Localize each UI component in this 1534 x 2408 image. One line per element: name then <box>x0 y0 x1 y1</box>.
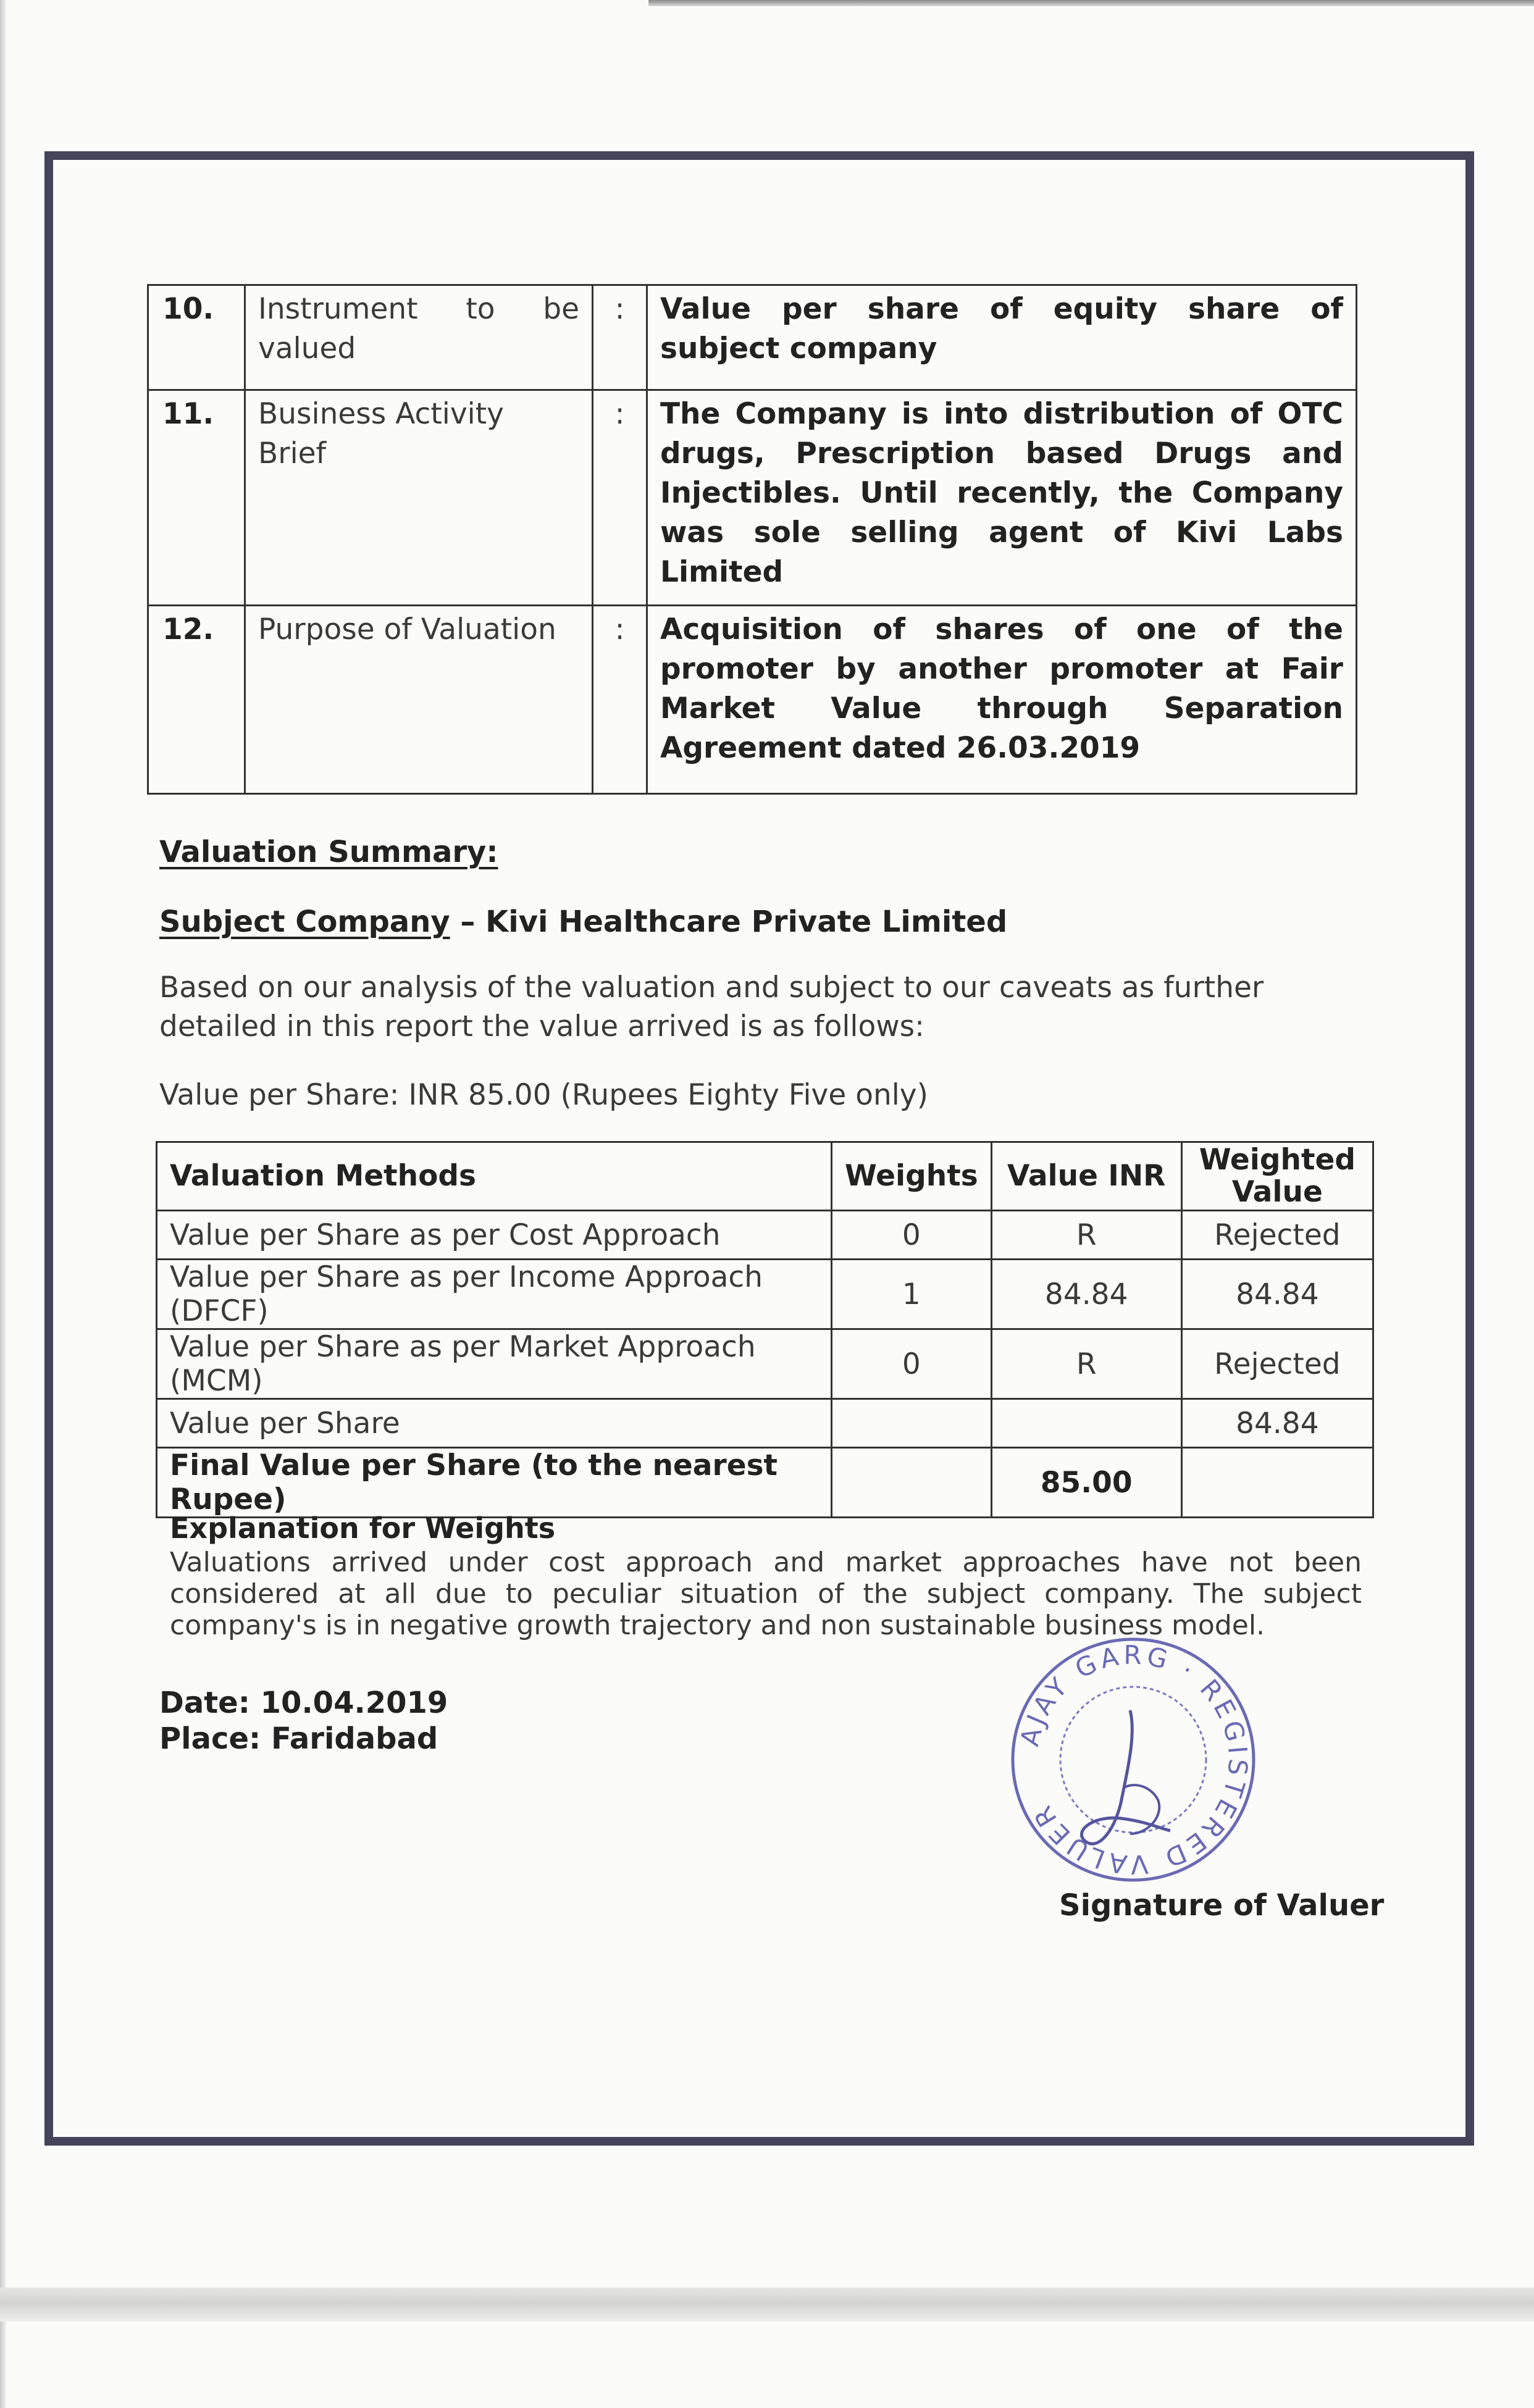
table-cell: 0 <box>832 1211 992 1260</box>
details-row <box>148 390 1357 606</box>
table-cell: 0 <box>832 1329 992 1399</box>
table-cell: Value per Share <box>157 1399 832 1448</box>
table-cell: 84.84 <box>991 1260 1181 1329</box>
summary-intro: Based on our analysis of the valuation and subject to our caveats as further detailed in this report the value arrived is as follows: <box>159 971 1264 1043</box>
table-cell: R <box>991 1329 1181 1399</box>
explanation-heading: Explanation for Weights <box>170 1511 556 1545</box>
table-cell <box>991 1399 1181 1448</box>
place-line: Place: Faridabad <box>159 1721 438 1756</box>
row-label: Business Activity Brief <box>245 390 593 606</box>
table-cell: 84.84 <box>1181 1399 1373 1448</box>
row-number: 11. <box>148 390 245 606</box>
table-cell: R <box>991 1211 1181 1260</box>
column-header: Weights <box>832 1142 992 1211</box>
table-cell: 85.00 <box>991 1448 1181 1518</box>
value-per-share-line: Value per Share: INR 85.00 (Rupees Eighty Five only) <box>159 1078 928 1112</box>
row-label: Purpose of Valuation <box>245 606 593 794</box>
table-row <box>157 1399 1373 1448</box>
table-cell: Rejected <box>1181 1329 1373 1399</box>
valuation-table <box>156 1141 1374 1518</box>
row-label: Instrument to be valued <box>245 285 593 390</box>
summary-heading: Valuation Summary: <box>159 835 498 869</box>
row-colon: : <box>593 390 647 606</box>
subject-label: Subject Company <box>159 905 450 939</box>
details-table <box>147 284 1357 795</box>
table-cell <box>832 1399 992 1448</box>
signature-scribble <box>1081 1710 1170 1844</box>
signature-label: Signature of Valuer <box>1059 1888 1385 1923</box>
row-value: Acquisition of shares of one of the promoter by another promoter at Fair Market Value through Separation Agreement dated 26.03.2019 <box>647 606 1357 794</box>
row-colon: : <box>593 285 647 390</box>
column-header: Valuation Methods <box>157 1142 832 1211</box>
scan-edge-top <box>648 0 1534 6</box>
table-cell: Final Value per Share (to the nearest Rupee) <box>157 1448 832 1518</box>
row-colon: : <box>593 606 647 794</box>
explanation-text: Valuations arrived under cost approach and market approaches have not been considered at all due to peculiar situation of the subject company. The subject company's is in negative growth trajectory and non sustainable business model. <box>170 1547 1362 1641</box>
table-header-row <box>157 1142 1373 1211</box>
table-row <box>157 1329 1373 1399</box>
subject-name: Kivi Healthcare Private Limited <box>485 905 1008 939</box>
table-cell: Value per Share as per Cost Approach <box>157 1211 832 1260</box>
table-cell: 84.84 <box>1181 1260 1373 1329</box>
table-row-final <box>157 1448 1373 1518</box>
scan-edge-left <box>0 0 6 2408</box>
row-number: 10. <box>148 285 245 390</box>
row-value: The Company is into distribution of OTC drugs, Prescription based Drugs and Injectibles. Until recently, the Company was sole selling agent of Kivi Labs Limited <box>647 390 1357 606</box>
table-cell: Value per Share as per Market Approach (MCM) <box>157 1329 832 1399</box>
table-row <box>157 1260 1373 1329</box>
valuer-stamp-seal <box>1004 1630 1263 1889</box>
scan-edge-bottom <box>0 2288 1534 2322</box>
table-row <box>157 1211 1373 1260</box>
column-header: Value INR <box>991 1142 1181 1211</box>
table-cell: Rejected <box>1181 1211 1373 1260</box>
row-value: Value per share of equity share of subject company <box>647 285 1357 390</box>
table-cell <box>1181 1448 1373 1518</box>
date-line: Date: 10.04.2019 <box>159 1686 448 1720</box>
row-number: 12. <box>148 606 245 794</box>
table-cell: 1 <box>832 1260 992 1329</box>
table-cell: Value per Share as per Income Approach (DFCF) <box>157 1260 832 1329</box>
svg-text:AJAY GARG · REGISTERED VALUER: AJAY GARG · REGISTERED VALUER <box>1014 1639 1254 1880</box>
details-row <box>148 285 1357 390</box>
details-row <box>148 606 1357 794</box>
column-header: Weighted Value <box>1181 1142 1373 1211</box>
subject-company-line: Subject Company – Kivi Healthcare Private Limited <box>159 905 1008 939</box>
table-cell <box>832 1448 992 1518</box>
